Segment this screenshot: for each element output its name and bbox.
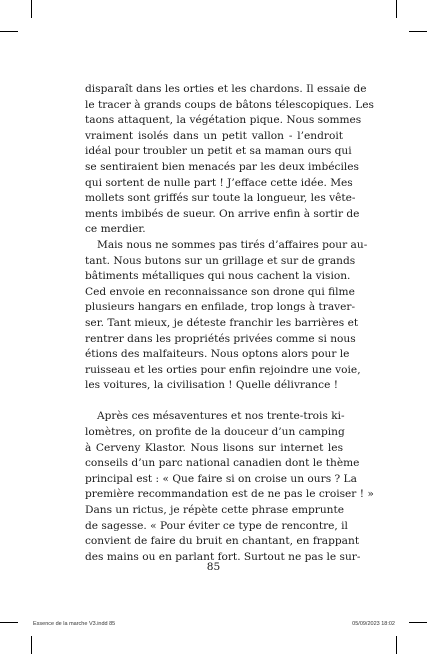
text-line: à Cerveny Klastor. Nous lisons sur internet les: [85, 441, 343, 454]
text-line: les voitures, la civilisation ! Quelle délivrance !: [85, 379, 338, 392]
text-line: lomètres, on profite de la douceur d’un camping: [85, 426, 345, 439]
text-line: qui sortent de nulle part ! J’efface cette idée. Mes: [85, 176, 353, 189]
text-line: ruisseau et les orties pour enfin rejoindre une voie,: [85, 363, 361, 376]
text-line: conseils d’un parc national canadien dont le thème: [85, 457, 360, 470]
text-line: ce merdier.: [85, 223, 146, 236]
text-line: disparaît dans les orties et les chardons. Il essaie de: [85, 83, 367, 95]
paragraph-spacer: [85, 394, 343, 410]
crop-mark: [0, 622, 18, 623]
text-line: principal est : « Que faire si on croise un ours ? La: [85, 472, 357, 485]
crop-mark: [0, 31, 18, 32]
slug-timestamp: 05/09/2023 18:02: [352, 621, 395, 627]
text-line: tant. Nous butons sur un grillage et sur de grands: [85, 254, 356, 267]
page-number: 85: [206, 561, 221, 573]
paragraph: [85, 238, 368, 394]
text-line: Après ces mésaventures et nos trente-trois ki-: [97, 410, 345, 423]
text-line: idéal pour troubler un petit et sa maman ours qui: [85, 145, 352, 158]
crop-mark: [31, 636, 32, 654]
text-line: plusieurs hangars en enfilade, trop longs à traver-: [85, 301, 356, 314]
text-line: étions des malfaiteurs. Nous optons alors pour le: [85, 348, 350, 361]
text-line: ments imbibés de sueur. On arrive enfin à sortir de: [85, 207, 360, 220]
text-line: Ced envoie en reconnaissance son drone qui filme: [85, 285, 355, 298]
text-line: Dans un rictus, je répète cette phrase emprunte: [85, 504, 345, 517]
text-line: Mais nous ne sommes pas tirés d’affaires pour au-: [97, 238, 368, 251]
text-line: de sagesse. « Pour éviter ce type de rencontre, il: [85, 519, 348, 532]
text-line: ser. Tant mieux, je déteste franchir les barrières et: [85, 316, 359, 329]
text-line: des mains ou en parlant fort. Surtout ne pas le sur-: [85, 550, 361, 563]
crop-mark: [409, 31, 427, 32]
text-line: vraiment isolés dans un petit vallon - l’endroit: [85, 129, 343, 142]
text-line: taons attaquent, la végétation pique. Nous sommes: [85, 114, 362, 127]
text-line: mollets sont griffés sur toute la longueur, les vête-: [85, 192, 356, 205]
text-line: convient de faire du bruit en chantant, en frappant: [85, 535, 360, 548]
slug-file-name: Essence de la marche V3.indd 85: [33, 621, 116, 627]
crop-mark: [396, 0, 397, 18]
paragraph: [85, 409, 374, 565]
text-line: rentrer dans les propriétés privées comme si nous: [85, 332, 356, 345]
paragraph: [85, 82, 374, 238]
body-text: [85, 82, 374, 565]
text-line: bâtiments métalliques qui nous cachent la vision.: [85, 270, 351, 283]
text-line: le tracer à grands coups de bâtons télescopiques. Les: [85, 98, 374, 111]
crop-mark: [31, 0, 32, 18]
text-line: se sentiraient bien menacés par les deux imbéciles: [85, 160, 359, 173]
crop-mark: [409, 622, 427, 623]
crop-mark: [396, 636, 397, 654]
text-line: première recommandation est de ne pas le croiser ! »: [85, 488, 374, 501]
